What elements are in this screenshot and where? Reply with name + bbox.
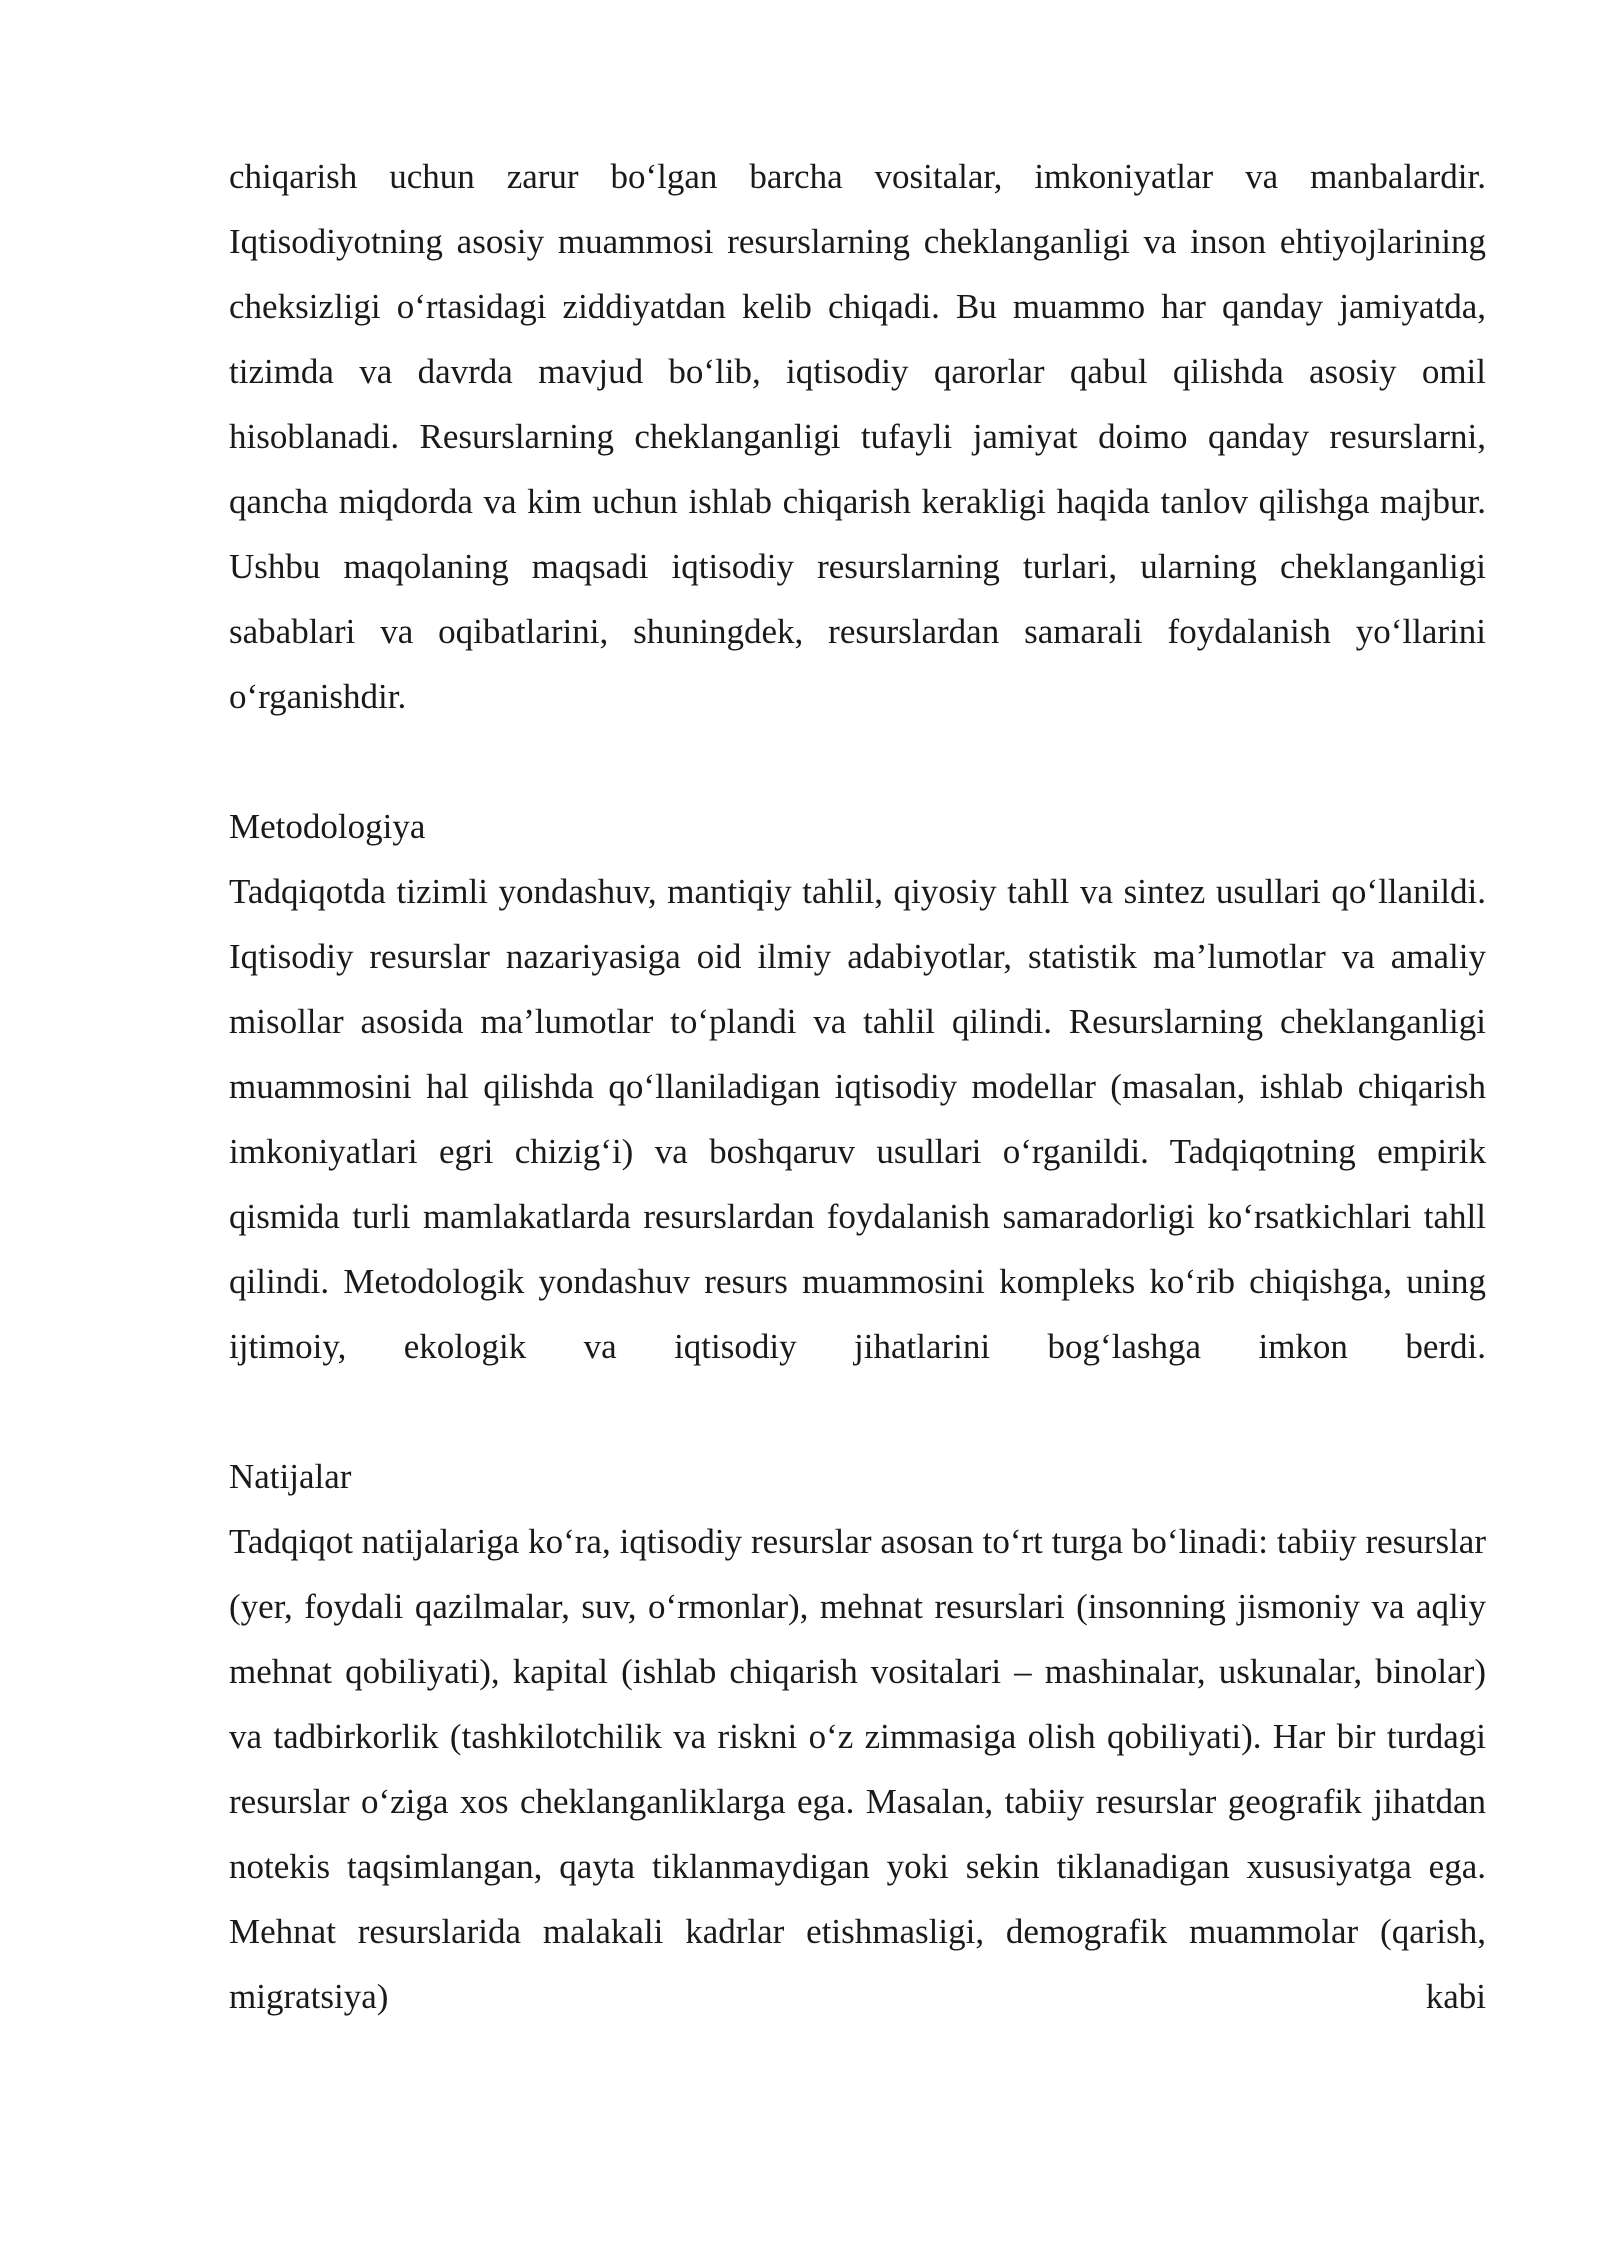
results-heading: Natijalar [229,1457,352,1496]
results-paragraph: Tadqiqot natijalariga ko‘ra, iqtisodiy resurslar asosan to‘rt turga bo‘linadi: tabiiy resurslar (yer, foydali qazilmalar, suv, o‘rmonlar), mehnat resurslari (insonning jismoniy va aqliy mehnat qobiliyati), kapital (ishlab chiqarish vositalari – mashinalar, uskunalar, binolar) va tadbirkorlik (tashkilotchilik va riskni o‘z zimmasiga olish qobiliyati). Har bir turdagi resurslar o‘ziga xos cheklanganliklarga ega. Masalan, tabiiy resurslar geografik jihatdan notekis taqsimlangan, qayta tiklanmaydigan yoki sekin tiklanadigan xususiyatga ega. Mehnat resurslarida malakali kadrlar etishmasligi, demografik muammolar (qarish, migratsiya) kabi [229,1522,1486,2016]
methodology-heading: Metodologiya [229,807,426,846]
methodology-paragraph: Tadqiqotda tizimli yondashuv, mantiqiy tahlil, qiyosiy tahll va sintez usullari qo‘llanildi. Iqtisodiy resurslar nazariyasiga oid ilmiy adabiyotlar, statistik ma’lumotlar va amaliy misollar asosida ma’lumotlar to‘plandi va tahlil qilindi. Resurslarning cheklanganligi muammosini hal qilishda qo‘llaniladigan iqtisodiy modellar (masalan, ishlab chiqarish imkoniyatlari egri chizig‘i) va boshqaruv usullari o‘rganildi. Tadqiqotning empirik qismida turli mamlakatlarda resurslardan foydalanish samaradorligi ko‘rsatkichlari tahll qilindi. Metodologik yondashuv resurs muammosini kompleks ko‘rib chiqishga, uning ijtimoiy, ekologik va iqtisodiy jihatlarini bog‘lashga imkon berdi. [229,872,1486,1366]
document-page [229,144,1486,2029]
intro-paragraph: chiqarish uchun zarur bo‘lgan barcha vositalar, imkoniyatlar va manbalardir. Iqtisodiyotning asosiy muammosi resurslarning cheklanganligi va inson ehtiyojlarining cheksizligi o‘rtasidagi ziddiyatdan kelib chiqadi. Bu muammo har qanday jamiyatda, tizimda va davrda mavjud bo‘lib, iqtisodiy qarorlar qabul qilishda asosiy omil hisoblanadi. Resurslarning cheklanganligi tufayli jamiyat doimo qanday resurslarni, qancha miqdorda va kim uchun ishlab chiqarish kerakligi haqida tanlov qilishga majbur. Ushbu maqolaning maqsadi iqtisodiy resurslarning turlari, ularning cheklanganligi sabablari va oqibatlarini, shuningdek, resurslardan samarali foydalanish yo‘llarini o‘rganishdir. [229,157,1486,716]
